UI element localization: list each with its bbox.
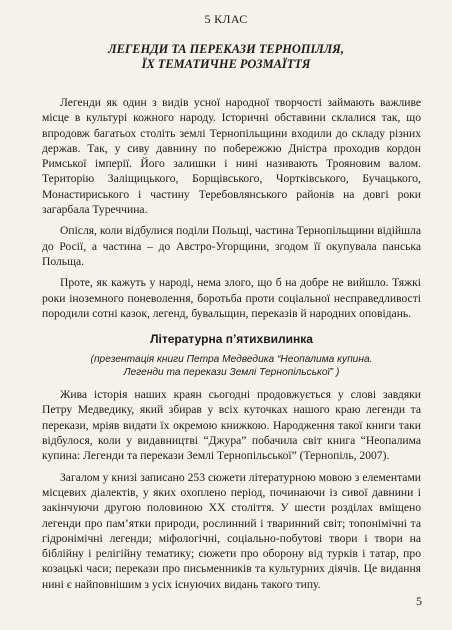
grade-header: 5 КЛАС xyxy=(204,12,248,26)
title-line-1: ЛЕГЕНДИ ТА ПЕРЕКАЗИ ТЕРНОПІЛЛЯ, xyxy=(108,42,344,56)
section-body xyxy=(42,387,421,592)
paragraph: Опісля, коли відбулися поділи Польщі, частина Тернопільщини відійшла до Росії, а частина – до Австро-Угорщини, згодом її окупувала панська Польща. xyxy=(42,224,421,268)
paragraph: Проте, як кажуть у народі, нема злого, що б на добре не вийшло. Тяжкі роки іноземного поневолення, боротьба проти соціальної несправедливості породили сотні казок, легенд, бувальщин, переказів й народних оповідань. xyxy=(42,276,421,320)
section-heading: Літературна п’ятихвилинка xyxy=(150,332,313,347)
title-line-2: ЇХ ТЕМАТИЧНЕ РОЗМАЇТТЯ xyxy=(141,57,311,71)
section-note xyxy=(42,353,421,379)
section-note-line-1: (презентація книги Петра Медведика “Неопалима купина. xyxy=(90,354,373,366)
page-title xyxy=(40,42,412,72)
paragraph: Загалом у книзі записано 253 сюжети літературною мовою з елементами місцевих діалектів, у яких охоплено період, починаючи із сивої давнини і закінчуючи другою половиною XX століття. У шести розділах вміщено легенди про пам’ятки природи, рослинний і тваринний світ; топонімічні та гідронімічні легенди; міфологічні, соціально-побутові твори і твори на біблійну і релігійну тематику; сюжети про оборону від турків і татар, про козацькі часи; перекази про письменників та культурних діячів. Це видання нині є найповнішим з усіх існуючих видань такого типу. xyxy=(42,470,421,591)
paragraph: Жива історія наших краян сьогодні продовжується у слові завдяки Петру Медведику, який збирав у всіх куточках нашого краю легенди та перекази, мріяв видати їх окремою книжкою. Народження такої книги таки відбулося, коли у видавництві “Джура” побачила світ книга “Неопалима купина: Легенди та перекази Землі Тернопільської” (Тернопіль, 2007). xyxy=(42,388,421,463)
page-number: 5 xyxy=(416,594,422,608)
section-note-line-2: Легенди та перекази Землі Тернопільської” ) xyxy=(123,367,340,379)
paragraph: Легенди як один з видів усної народної творчості займають важливе місце в культурі кожного народу. Історичні обставини склалися так, що впродовж багатьох століть землі Тернопільщини входили до складу різних держав. Так, у сиву давнину по побережжю Дністра проходив кордон Римської імперії. Його залишки і нині називають Трояновим валом. Територію Заліщицького, Борщівського, Чортківського, Бучацького, Монастириського і частину Теребовлянського районів на довгі роки загарбала Туреччина. xyxy=(42,96,421,217)
main-text xyxy=(42,95,421,592)
